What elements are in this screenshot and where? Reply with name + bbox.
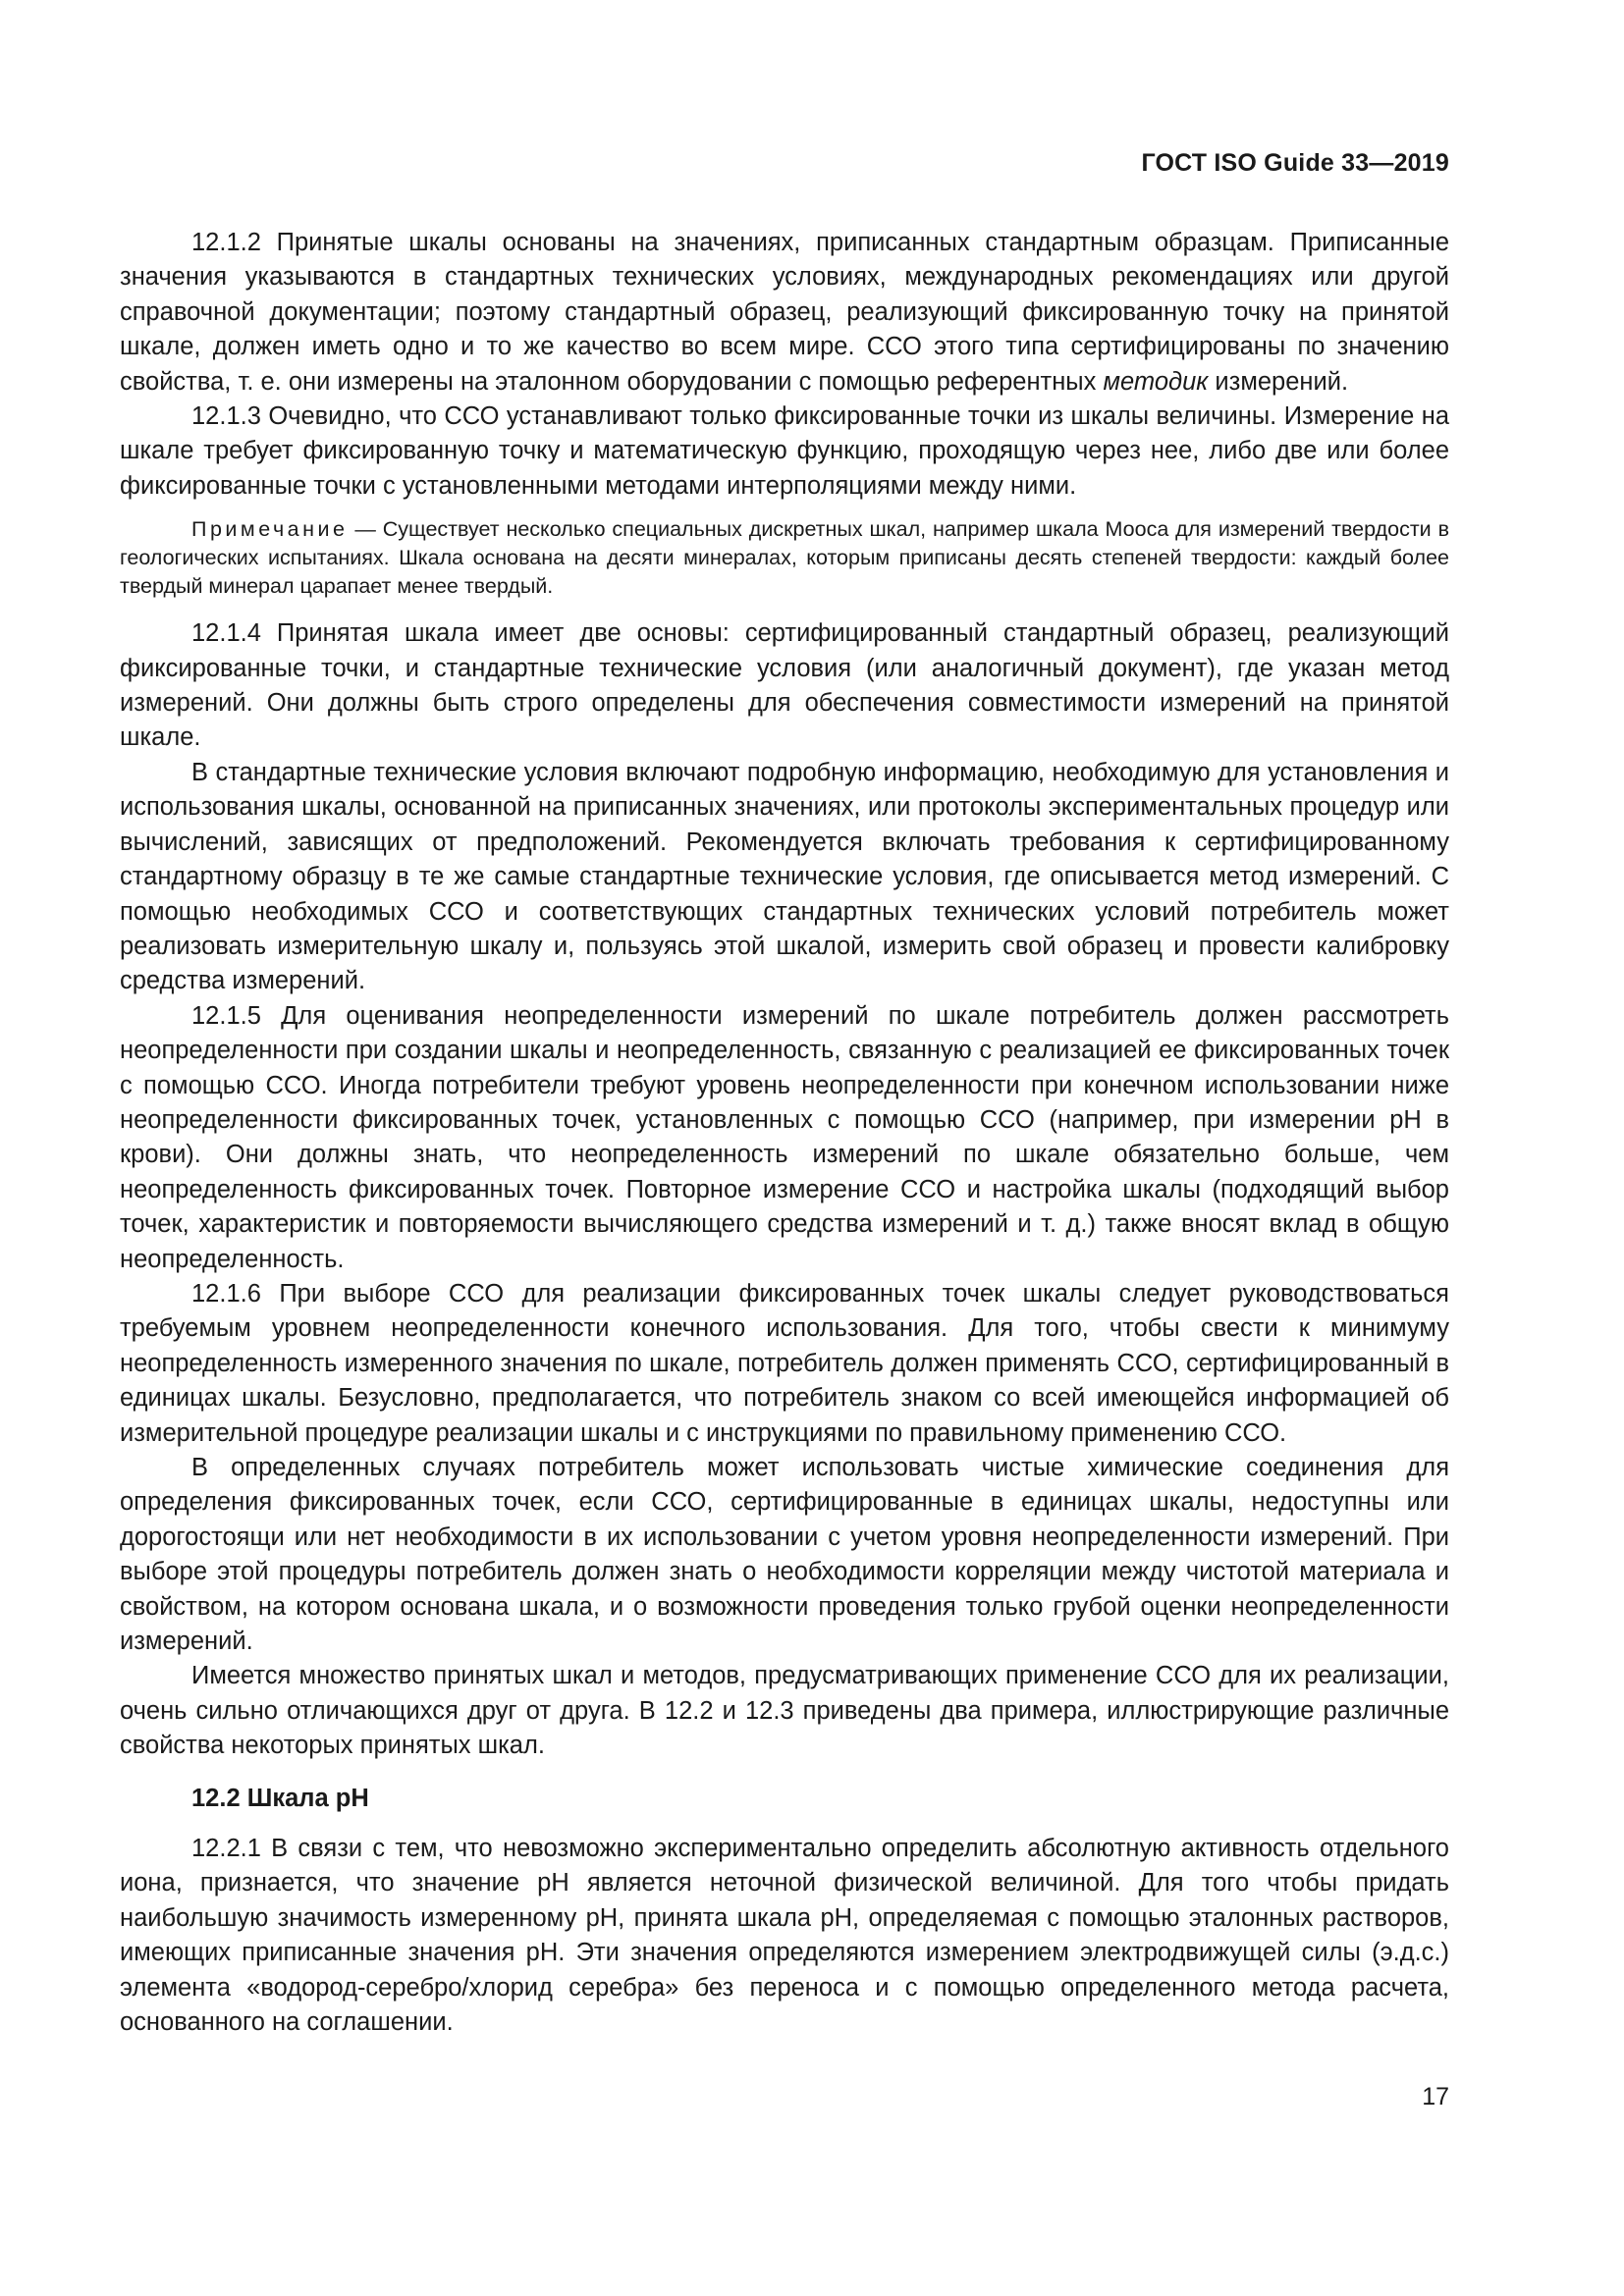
note-label: Примечание bbox=[191, 517, 349, 542]
italic-term: методик bbox=[1103, 367, 1209, 396]
page-number: 17 bbox=[1422, 2083, 1449, 2110]
paragraph-scales-examples: Имеется множество принятых шкал и методов, предусматривающих применение ССО для их реализации, очень сильно отличающихся друг от друга. В 12.2 и 12.3 приведены два примера, иллюстрирующие различные свойства некоторых принятых шкал. bbox=[120, 1662, 1449, 1760]
paragraph-12-1-2 bbox=[120, 226, 1449, 400]
paragraph-12-1-3: 12.1.3 Очевидно, что ССО устанавливают только фиксированные точки из шкалы величины. Измерение на шкале требует фиксированную точку и математическую функцию, проходящую через нее, либо две или более фиксированные точки с установленными методами интерполяциями между ними. bbox=[120, 402, 1449, 500]
paragraph-tech-conditions: В стандартные технические условия включают подробную информацию, необходимую для установления и использования шкалы, основанной на приписанных значениях, или протоколы экспериментальных процедур или вычислений, зависящих от предположений. Рекомендуется включать требования к сертифицированному стандартному образцу в те же самые стандартные технические условия, где описывается метод измерений. С помощью необходимых ССО и соответствующих стандартных технических условий потребитель может реализовать измерительную шкалу и, пользуясь этой шкалой, измерить свой образец и провести калибровку средства измерений. bbox=[120, 758, 1449, 995]
paragraph-pure-compounds: В определенных случаях потребитель может использовать чистые химические соединения для определения фиксированных точек, если ССО, сертифицированные в единицах шкалы, недоступны или дорогостоящи или нет необходимости в их использовании с учетом уровня неопределенности измерений. При выборе этой процедуры потребитель должен знать о необходимости корреляции между чистотой материала и свойством, на котором основана шкала, и о возможности проведения только грубой оценки неопределенности измерений. bbox=[120, 1454, 1449, 1656]
note bbox=[120, 515, 1449, 601]
paragraph-text-end: измерений. bbox=[1208, 367, 1349, 396]
paragraph-text: 12.1.2 Принятые шкалы основаны на значениях, приписанных стандартным образцам. Приписанные значения указываются в стандартных технических условиях, международных рекомендациях или другой справочной документации; поэтому стандартный образец, реализующий фиксированную точку на принятой шкале, должен иметь одно и то же качество во всем мире. ССО этого типа сертифицированы по значению свойства, т. е. они измерены на эталонном оборудовании с помощью референтных bbox=[120, 229, 1449, 396]
document-body bbox=[120, 226, 1449, 2041]
paragraph-12-1-5: 12.1.5 Для оценивания неопределенности измерений по шкале потребитель должен рассмотреть неопределенности при создании шкалы и неопределенность, связанную с реализацией ее фиксированных точек с помощью ССО. Иногда потребители требуют уровень неопределенности при конечном использовании ниже неопределенности фиксированных точек, установленных с помощью ССО (например, при измерении pH в крови). Они должны знать, что неопределенность измерений по шкале обязательно больше, чем неопределенность фиксированных точек. Повторное измерение ССО и настройка шкалы (подходящий выбор точек, характеристик и повторяемости вычисляющего средства измерений и т. д.) также вносят вклад в общую неопределенность. bbox=[120, 1001, 1449, 1273]
document-header: ГОСТ ISO Guide 33—2019 bbox=[1141, 149, 1449, 177]
section-title-12-2: 12.2 Шкала pH bbox=[191, 1784, 369, 1812]
paragraph-12-2-1: 12.2.1 В связи с тем, что невозможно экспериментально определить абсолютную активность отдельного иона, признается, что значение pH является неточной физической величиной. Для того чтобы придать наибольшую значимость измеренному pH, принята шкала pH, определяемая с помощью эталонных растворов, имеющих приписанные значения pH. Эти значения определяются измерением электродвижущей силы (э.д.с.) элемента «водород-серебро/хлорид серебра» без переноса и с помощью определенного метода расчета, основанного на соглашении. bbox=[120, 1835, 1449, 2037]
paragraph-12-1-4: 12.1.4 Принятая шкала имеет две основы: сертифицированный стандартный образец, реализующий фиксированные точки, и стандартные технические условия (или аналогичный документ), где указан метод измерений. Они должны быть строго определены для обеспечения совместимости измерений на принятой шкале. bbox=[120, 619, 1449, 752]
note-text: — Существует несколько специальных дискретных шкал, например шкала Мооса для измерений твердости в геологических испытаниях. Шкала основана на десяти минералах, которым приписаны десять степеней твердости: каждый более твердый минерал царапает менее твердый. bbox=[120, 517, 1449, 599]
paragraph-12-1-6: 12.1.6 При выборе ССО для реализации фиксированных точек шкалы следует руководствоваться требуемым уровнем неопределенности конечного использования. Для того, чтобы свести к минимуму неопределенность измеренного значения по шкале, потребитель должен применять ССО, сертифицированный в единицах шкалы. Безусловно, предполагается, что потребитель знаком со всей имеющейся информацией об измерительной процедуре реализации шкалы и с инструкциями по правильному применению ССО. bbox=[120, 1279, 1449, 1447]
